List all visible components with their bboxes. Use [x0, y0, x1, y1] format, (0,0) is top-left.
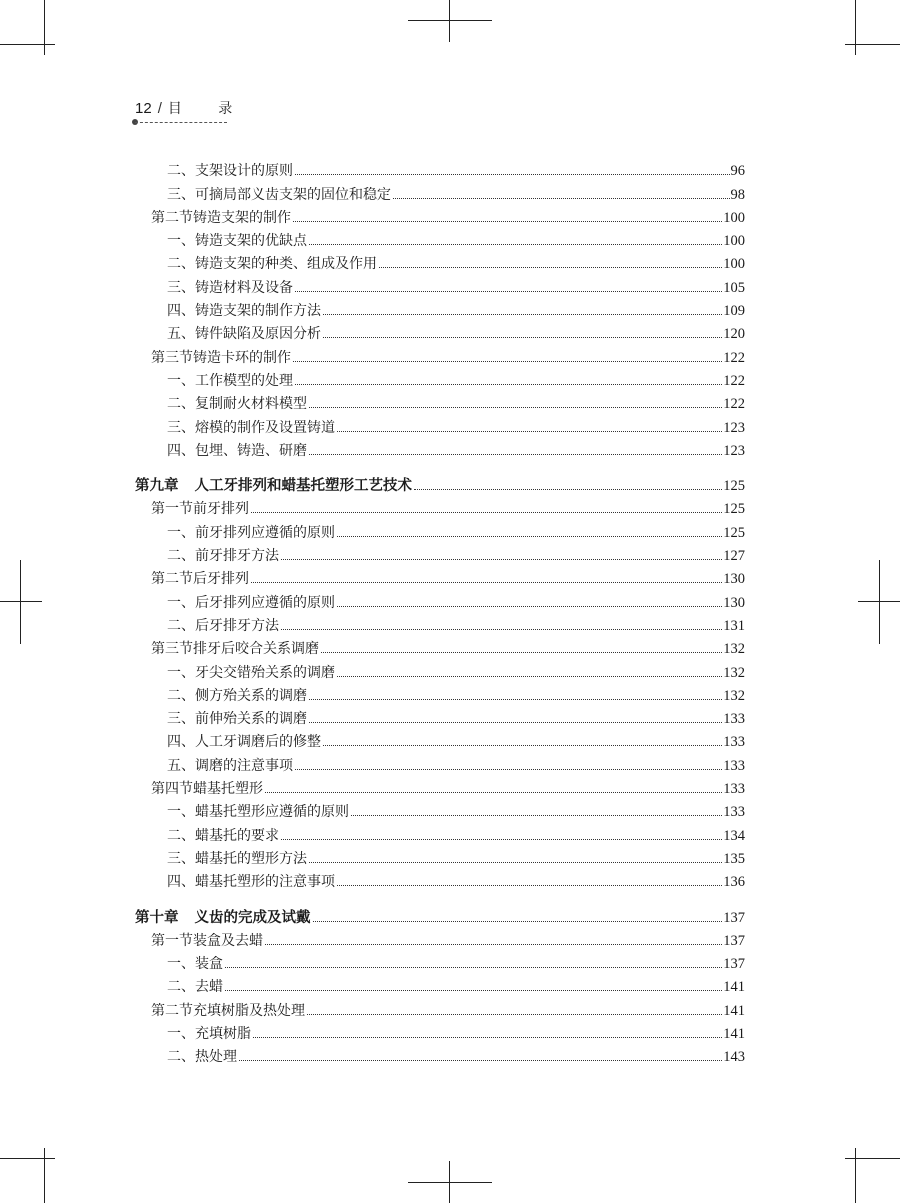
toc-entry-label: 三、铸造材料及设备: [167, 279, 293, 296]
toc-subsection-entry[interactable]: [135, 1043, 745, 1066]
toc-page-number: 122: [723, 396, 745, 413]
toc-page-number: 100: [723, 209, 745, 226]
toc-entry-label: 二、蜡基托的要求: [167, 827, 279, 844]
dot-leader: [337, 536, 722, 537]
toc-entry-label: 二、前牙排牙方法: [167, 548, 279, 565]
dot-leader: [295, 769, 722, 770]
toc-subsection-entry[interactable]: [135, 390, 745, 413]
toc-subsection-entry[interactable]: [135, 1020, 745, 1043]
toc-subsection-entry[interactable]: [135, 845, 745, 868]
dot-leader: [309, 862, 722, 863]
toc-subsection-entry[interactable]: [135, 250, 745, 273]
dot-leader: [253, 1037, 722, 1038]
toc-entry-number: 第一节: [151, 932, 193, 949]
toc-page-number: 136: [723, 874, 745, 891]
toc-section-entry[interactable]: [135, 996, 745, 1019]
toc-entry-title: 铸造卡环的制作: [193, 349, 291, 366]
toc-entry-label: 一、蜡基托塑形应遵循的原则: [167, 804, 349, 821]
toc-entry-number: 第二节: [151, 209, 193, 226]
toc-entry-number: 第十章: [135, 909, 179, 926]
toc-subsection-entry[interactable]: [135, 588, 745, 611]
dot-leader: [323, 337, 722, 338]
toc-page-number: 96: [730, 163, 745, 180]
header-rule: [135, 122, 227, 123]
chapter-gap: [135, 891, 745, 903]
toc-page-number: 109: [723, 303, 745, 320]
toc-entry-label: [151, 932, 263, 950]
toc-entry-label: [151, 640, 319, 658]
toc-page-number: 123: [723, 419, 745, 436]
toc-page-number: 133: [723, 757, 745, 774]
crop-mark: [858, 601, 900, 602]
toc-page-number: 123: [723, 442, 745, 459]
toc-page-number: 132: [723, 664, 745, 681]
dot-leader: [251, 582, 722, 583]
toc-entry-label: 一、装盒: [167, 956, 223, 973]
toc-subsection-entry[interactable]: [135, 320, 745, 343]
toc-subsection-entry[interactable]: [135, 227, 745, 250]
toc-entry-label: 一、充填树脂: [167, 1025, 251, 1042]
toc-entry-number: 第三节: [151, 641, 193, 658]
dot-leader: [337, 606, 722, 607]
dot-leader: [309, 699, 722, 700]
toc-page-number: 125: [723, 478, 745, 495]
toc-entry-title: 装盒及去蜡: [193, 932, 263, 949]
crop-mark: [408, 20, 492, 21]
dot-leader: [293, 361, 722, 362]
dot-leader: [337, 885, 722, 886]
toc-entry-title: 义齿的完成及试戴: [194, 909, 311, 926]
crop-mark: [0, 1158, 55, 1159]
toc-entry-label: 二、侧方殆关系的调磨: [167, 687, 307, 704]
toc-entry-label: [151, 500, 249, 518]
dot-leader: [281, 629, 722, 630]
crop-mark: [0, 601, 42, 602]
toc-page-number: 137: [723, 956, 745, 973]
toc-entry-title: 铸造支架的制作: [193, 209, 291, 226]
dot-leader: [309, 454, 722, 455]
toc-entry-number: 第二节: [151, 1002, 193, 1019]
crop-mark: [845, 1158, 900, 1159]
dot-leader: [309, 407, 722, 408]
toc-chapter-entry[interactable]: [135, 472, 745, 495]
toc-entry-label: [151, 570, 249, 588]
dot-leader: [265, 792, 722, 793]
toc-entry-title: 后牙排列: [193, 571, 249, 588]
dot-leader: [295, 174, 730, 175]
toc-entry-number: 第三节: [151, 349, 193, 366]
dot-leader: [225, 990, 722, 991]
toc-entry-number: 第一节: [151, 501, 193, 518]
header-title: 目 录: [167, 101, 249, 117]
toc-section-entry[interactable]: [135, 775, 745, 798]
toc-entry-label: [151, 1002, 305, 1020]
toc-entry-label: 二、热处理: [167, 1049, 237, 1066]
crop-mark: [44, 1148, 45, 1203]
toc-page-number: 132: [723, 687, 745, 704]
toc-entry-label: 二、复制耐火材料模型: [167, 396, 307, 413]
toc-page-number: 132: [723, 641, 745, 658]
toc-entry-label: 二、支架设计的原则: [167, 163, 293, 180]
dot-leader: [251, 512, 722, 513]
toc-subsection-entry[interactable]: [135, 157, 745, 180]
dot-leader: [313, 921, 723, 922]
toc-page-number: 130: [723, 571, 745, 588]
crop-mark: [855, 0, 856, 55]
toc-page-number: 122: [723, 372, 745, 389]
dot-leader: [239, 1060, 722, 1061]
crop-mark: [20, 560, 21, 644]
toc-entry-number: 第二节: [151, 571, 193, 588]
dot-leader: [307, 1014, 722, 1015]
dot-leader: [295, 291, 722, 292]
toc-entry-label: 二、后牙排牙方法: [167, 617, 279, 634]
toc-entry-label: [151, 780, 263, 798]
toc-subsection-entry[interactable]: [135, 437, 745, 460]
crop-mark: [44, 0, 45, 55]
toc-subsection-entry[interactable]: [135, 821, 745, 844]
toc-page-number: 141: [723, 1002, 745, 1019]
toc-page-number: 125: [723, 501, 745, 518]
toc-subsection-entry[interactable]: [135, 868, 745, 891]
dot-leader: [323, 745, 722, 746]
dot-leader: [225, 967, 722, 968]
dot-leader: [281, 839, 722, 840]
toc-page-number: 127: [723, 548, 745, 565]
toc-subsection-entry[interactable]: [135, 682, 745, 705]
toc-entry-label: [135, 477, 412, 495]
dot-leader: [295, 384, 722, 385]
toc-subsection-entry[interactable]: [135, 705, 745, 728]
toc-page-number: 134: [723, 827, 745, 844]
crop-mark: [449, 0, 450, 42]
toc-entry-label: 四、人工牙调磨后的修整: [167, 734, 321, 751]
toc-subsection-entry[interactable]: [135, 413, 745, 436]
dot-leader: [281, 559, 722, 560]
toc-page-number: 133: [723, 804, 745, 821]
dot-leader: [393, 198, 730, 199]
toc-entry-label: 四、蜡基托塑形的注意事项: [167, 874, 335, 891]
running-header: [135, 98, 248, 122]
dot-leader: [414, 489, 722, 490]
toc-page-number: 141: [723, 1025, 745, 1042]
dot-leader: [351, 815, 722, 816]
toc-chapter-entry[interactable]: [135, 903, 745, 926]
toc-entry-label: 三、熔模的制作及设置铸道: [167, 419, 335, 436]
crop-mark: [855, 1148, 856, 1203]
toc-subsection-entry[interactable]: [135, 612, 745, 635]
chapter-gap: [135, 460, 745, 472]
toc-section-entry[interactable]: [135, 343, 745, 366]
table-of-contents: [135, 157, 745, 1066]
toc-page-number: 137: [723, 909, 745, 926]
toc-subsection-entry[interactable]: [135, 180, 745, 203]
crop-mark: [0, 44, 55, 45]
crop-mark: [408, 1182, 492, 1183]
toc-page-number: 98: [730, 186, 745, 203]
toc-entry-label: 五、调磨的注意事项: [167, 757, 293, 774]
toc-subsection-entry[interactable]: [135, 367, 745, 390]
toc-entry-label: 一、牙尖交错殆关系的调磨: [167, 664, 335, 681]
toc-subsection-entry[interactable]: [135, 751, 745, 774]
toc-page-number: 130: [723, 594, 745, 611]
toc-entry-label: 三、前伸殆关系的调磨: [167, 711, 307, 728]
toc-section-entry[interactable]: [135, 495, 745, 518]
toc-subsection-entry[interactable]: [135, 542, 745, 565]
toc-entry-label: [151, 349, 291, 367]
toc-subsection-entry[interactable]: [135, 973, 745, 996]
toc-entry-label: 二、去蜡: [167, 979, 223, 996]
toc-entry-title: 排牙后咬合关系调磨: [193, 641, 319, 658]
toc-page-number: 100: [723, 233, 745, 250]
toc-subsection-entry[interactable]: [135, 273, 745, 296]
dot-leader: [309, 722, 722, 723]
toc-section-entry[interactable]: [135, 565, 745, 588]
dot-leader: [337, 431, 722, 432]
dot-leader: [379, 267, 722, 268]
toc-entry-number: 第九章: [135, 478, 179, 495]
toc-subsection-entry[interactable]: [135, 950, 745, 973]
toc-page-number: 133: [723, 734, 745, 751]
toc-entry-label: 二、铸造支架的种类、组成及作用: [167, 256, 377, 273]
toc-entry-label: 一、铸造支架的优缺点: [167, 233, 307, 250]
toc-entry-label: 四、铸造支架的制作方法: [167, 303, 321, 320]
toc-page-number: 137: [723, 932, 745, 949]
toc-entry-label: 四、包埋、铸造、研磨: [167, 442, 307, 459]
dot-leader: [321, 652, 722, 653]
toc-entry-label: 三、可摘局部义齿支架的固位和稳定: [167, 186, 391, 203]
crop-mark: [845, 44, 900, 45]
toc-entry-number: 第四节: [151, 781, 193, 798]
toc-entry-title: 人工牙排列和蜡基托塑形工艺技术: [194, 478, 412, 495]
toc-entry-label: 一、工作模型的处理: [167, 372, 293, 389]
toc-subsection-entry[interactable]: [135, 798, 745, 821]
toc-page-number: 105: [723, 279, 745, 296]
crop-mark: [879, 560, 880, 644]
dot-leader: [323, 314, 722, 315]
toc-page-number: 125: [723, 524, 745, 541]
dot-leader: [337, 676, 722, 677]
toc-entry-label: [135, 909, 311, 927]
header-separator: /: [157, 100, 162, 117]
toc-page-number: 133: [723, 781, 745, 798]
toc-subsection-entry[interactable]: [135, 728, 745, 751]
toc-entry-title: 蜡基托塑形: [193, 781, 263, 798]
toc-subsection-entry[interactable]: [135, 518, 745, 541]
toc-entry-title: 前牙排列: [193, 501, 249, 518]
toc-page-number: 133: [723, 711, 745, 728]
page-number: 12: [135, 100, 152, 117]
toc-page-number: 100: [723, 256, 745, 273]
toc-page-number: 131: [723, 617, 745, 634]
toc-page-number: 135: [723, 850, 745, 867]
toc-entry-label: 五、铸件缺陷及原因分析: [167, 326, 321, 343]
dot-leader: [309, 244, 722, 245]
toc-entry-label: 三、蜡基托的塑形方法: [167, 850, 307, 867]
toc-subsection-entry[interactable]: [135, 297, 745, 320]
toc-section-entry[interactable]: [135, 927, 745, 950]
toc-entry-label: 一、前牙排列应遵循的原则: [167, 524, 335, 541]
toc-page-number: 120: [723, 326, 745, 343]
toc-page-number: 141: [723, 979, 745, 996]
dot-leader: [293, 221, 722, 222]
toc-section-entry[interactable]: [135, 635, 745, 658]
toc-page-number: 122: [723, 349, 745, 366]
toc-entry-title: 充填树脂及热处理: [193, 1002, 305, 1019]
toc-entry-label: [151, 209, 291, 227]
toc-page-number: 143: [723, 1049, 745, 1066]
dot-leader: [265, 944, 722, 945]
toc-section-entry[interactable]: [135, 204, 745, 227]
toc-subsection-entry[interactable]: [135, 658, 745, 681]
toc-entry-label: 一、后牙排列应遵循的原则: [167, 594, 335, 611]
